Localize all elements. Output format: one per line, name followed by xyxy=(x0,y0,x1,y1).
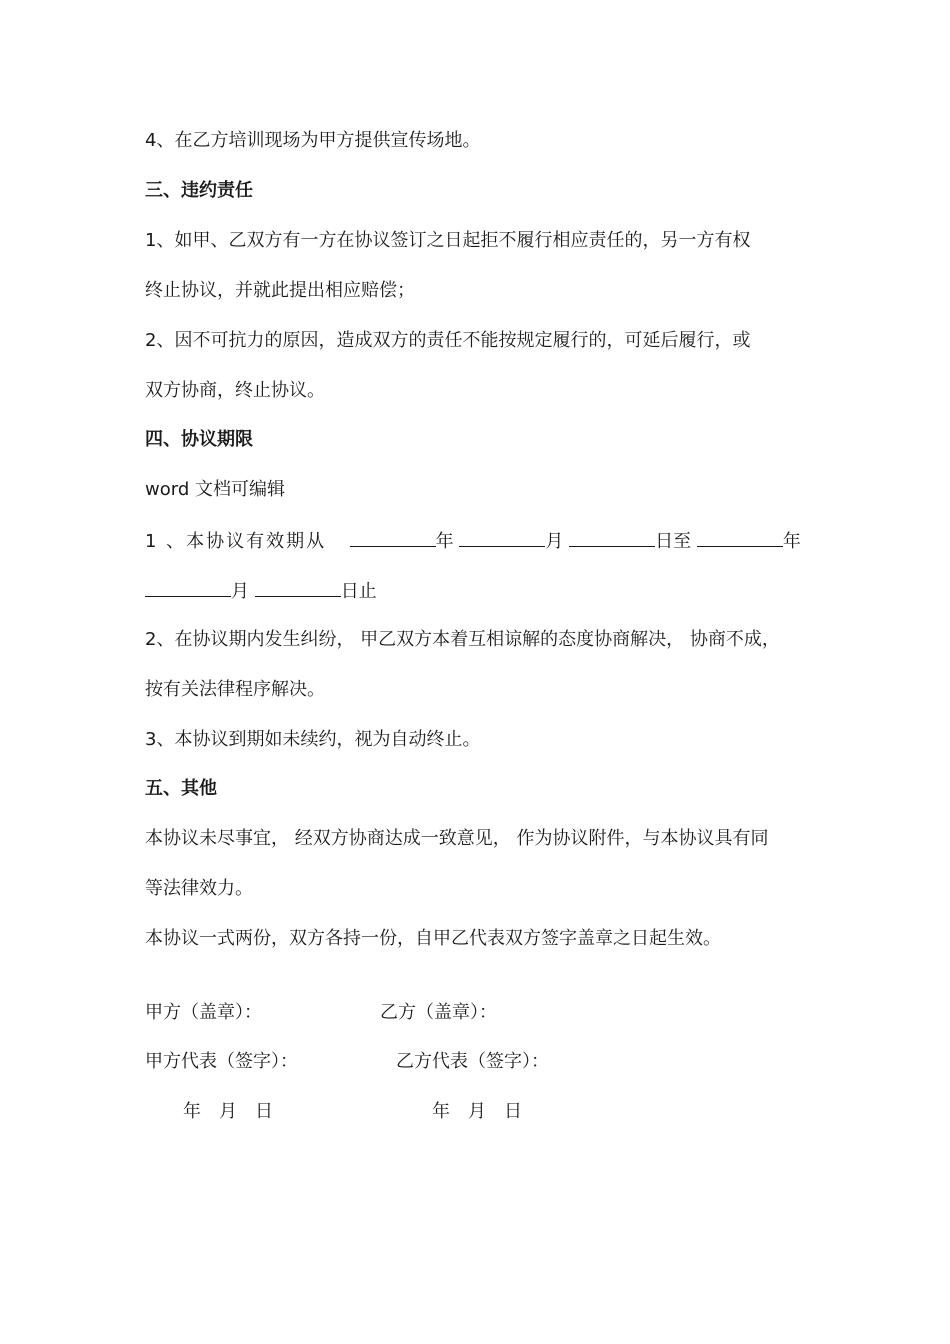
end-day-label: 日止 xyxy=(340,581,377,602)
section-heading-other: 五、其他 xyxy=(145,778,217,799)
start-day-blank[interactable] xyxy=(569,528,655,547)
end-day-blank[interactable] xyxy=(255,578,341,597)
party-a-date: 年 月 日 xyxy=(183,1101,273,1122)
breach-clause-1-line2: 终止协议，并就此提出相应赔偿； xyxy=(145,280,415,301)
other-clause-1-line2: 等法律效力。 xyxy=(145,878,253,899)
term-clause-1-prefix: 1 、本协议有效期从 xyxy=(145,531,327,552)
start-day-to-label: 日至 xyxy=(655,531,692,552)
section-heading-term: 四、协议期限 xyxy=(145,429,253,450)
end-year-blank[interactable] xyxy=(697,528,783,547)
party-a-rep-label: 甲方代表（签字）： xyxy=(145,1051,298,1072)
section-heading-breach: 三、违约责任 xyxy=(145,180,253,201)
editable-watermark-text: word 文档可编辑 xyxy=(145,479,285,500)
start-month-label: 月 xyxy=(545,531,564,552)
party-b-rep-label: 乙方代表（签字）： xyxy=(396,1051,549,1072)
end-month-blank[interactable] xyxy=(145,578,231,597)
breach-clause-2-line1: 2、因不可抗力的原因，造成双方的责任不能按规定履行的，可延后履行，或 xyxy=(145,330,751,351)
party-a-seal-label: 甲方（盖章）： xyxy=(145,1002,262,1023)
other-clause-1-line1: 本协议未尽事宜， 经双方协商达成一致意见， 作为协议附件，与本协议具有同 xyxy=(145,828,769,849)
breach-clause-2-line2: 双方协商，终止协议。 xyxy=(145,380,325,401)
party-b-seal-label: 乙方（盖章）： xyxy=(380,1002,497,1023)
term-clause-1-line1 xyxy=(145,528,801,554)
breach-clause-1-line1: 1、如甲、乙双方有一方在协议签订之日起拒不履行相应责任的，另一方有权 xyxy=(145,230,751,251)
term-clause-1-line2 xyxy=(145,578,377,604)
party-b-date: 年 月 日 xyxy=(432,1101,522,1122)
clause-item-4: 4、在乙方培训现场为甲方提供宣传场地。 xyxy=(145,130,481,151)
start-year-blank[interactable] xyxy=(350,528,436,547)
start-year-label: 年 xyxy=(435,531,454,552)
term-clause-3: 3、本协议到期如未续约，视为自动终止。 xyxy=(145,729,481,750)
end-month-label: 月 xyxy=(231,581,249,602)
end-year-label: 年 xyxy=(782,531,801,552)
start-month-blank[interactable] xyxy=(459,528,545,547)
other-clause-2: 本协议一式两份，双方各持一份，自甲乙代表双方签字盖章之日起生效。 xyxy=(145,928,721,949)
term-clause-2-line2: 按有关法律程序解决。 xyxy=(145,679,325,700)
term-clause-2-line1: 2、在协议期内发生纠纷， 甲乙双方本着互相谅解的态度协商解决， 协商不成， xyxy=(145,629,780,650)
